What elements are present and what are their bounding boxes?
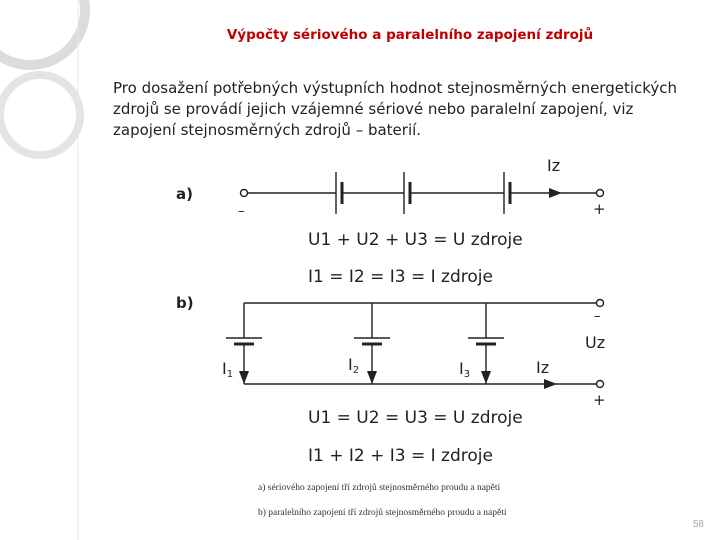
terminal-a-plus [597, 190, 604, 197]
series-current-equation: I1 = I2 = I3 = I zdroje [308, 267, 493, 287]
series-current-label: Iz [547, 156, 561, 175]
parallel-current-label: Iz [536, 358, 550, 377]
part-b-label: b) [176, 294, 194, 312]
parallel-voltage-label: Uz [585, 333, 606, 352]
terminal-b-plus [597, 381, 604, 388]
branch-1-current-label: I1 [222, 359, 234, 380]
parallel-voltage-equation: U1 = U2 = U3 = U zdroje [308, 408, 523, 428]
terminal-b-minus-label: – [594, 309, 601, 324]
caption-parallel: b) paralelního zapojení tří zdrojů stejnosměrného proudu a napětí [258, 508, 507, 518]
terminal-a-plus-label: + [593, 200, 606, 218]
caption-series: a) sériového zapojení tří zdrojů stejnosměrného proudu a napětí [258, 483, 501, 493]
branch-3-arrow [481, 371, 491, 384]
series-voltage-equation: U1 + U2 + U3 = U zdroje [308, 230, 523, 250]
branch-3-current-label: I3 [459, 359, 471, 380]
page-number: 58 [692, 519, 704, 530]
terminal-b-minus [597, 300, 604, 307]
part-a-label: a) [176, 185, 193, 203]
current-arrow-a [549, 188, 562, 198]
current-arrow-b [544, 379, 557, 389]
branch-1-arrow [239, 371, 249, 384]
branch-2-arrow [367, 371, 377, 384]
body-paragraph: Pro dosažení potřebných výstupních hodnot stejnosměrných energetických zdrojů se provádí jejich vzájemné sériové nebo paralelní zapojení, viz zapojení stejnosměrných zdrojů – baterií. [113, 79, 678, 139]
terminal-b-plus-label: + [593, 391, 606, 409]
terminal-a-minus-label: – [238, 204, 245, 219]
branch-2-current-label: I2 [348, 355, 360, 376]
slide-title: Výpočty sériového a paralelního zapojení zdrojů [226, 27, 594, 43]
parallel-current-equation: I1 + I2 + I3 = I zdroje [308, 446, 493, 466]
terminal-a-minus [241, 190, 248, 197]
